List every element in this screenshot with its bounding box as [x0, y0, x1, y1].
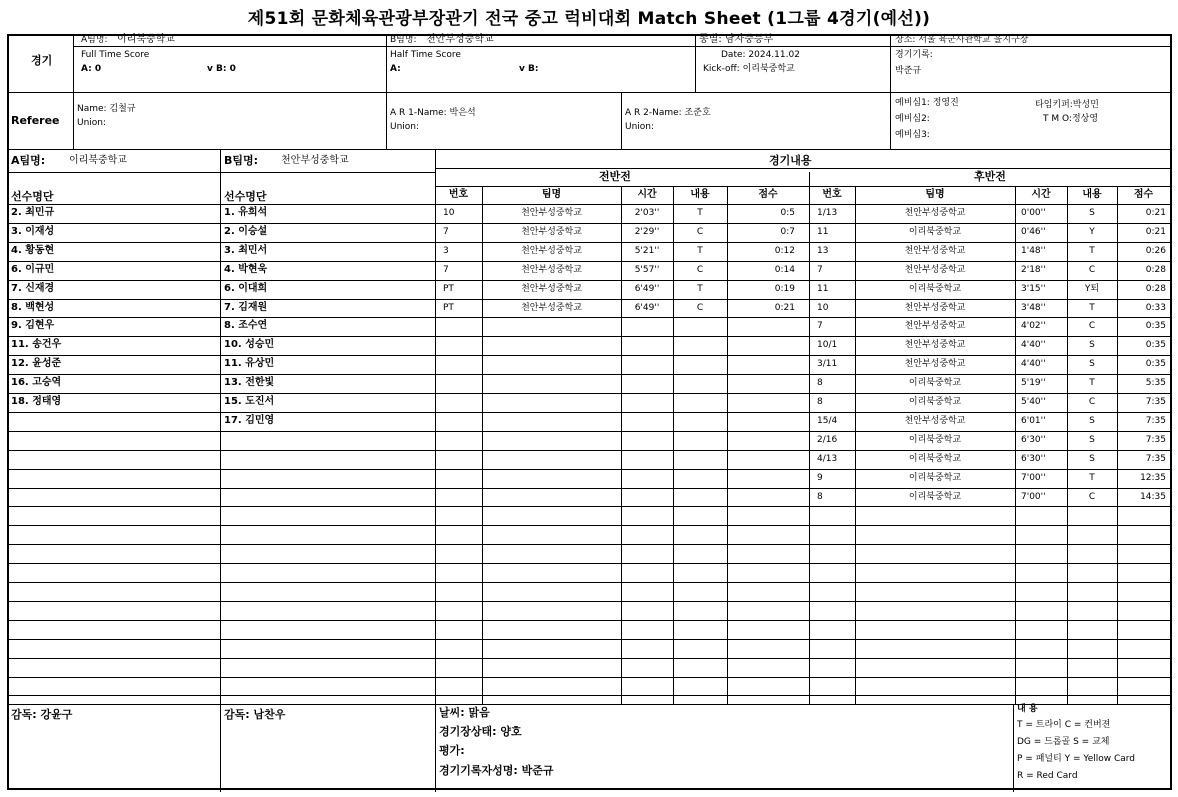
second-half-event-type: Y	[1089, 227, 1095, 237]
second-half-event-time: 4'40''	[1021, 340, 1046, 350]
second-half-event-number: 8	[817, 492, 823, 502]
first-half-event-time: 5'21''	[634, 246, 660, 256]
player-a-item: 2. 최민규	[11, 207, 55, 218]
divider	[386, 92, 387, 149]
player-a-item: 6. 이규민	[11, 264, 55, 275]
second-half-event-time: 0'46''	[1021, 227, 1046, 237]
second-half-event-team: 천안부성중학교	[904, 359, 966, 369]
full-time-b: v B: 0	[207, 64, 236, 74]
team-a-name: 이리북중학교	[69, 155, 127, 166]
divider	[73, 46, 1170, 47]
second-half-event-type: S	[1089, 435, 1095, 445]
first-half-event-time: 2'03''	[634, 208, 660, 218]
match-content-label: 경기내용	[769, 154, 812, 167]
ar1-name: A R 1-Name: 박은석	[390, 108, 476, 118]
divider	[9, 620, 1170, 621]
second-half-col-header: 내용	[1082, 189, 1102, 200]
second-half-event-team: 이리북중학교	[908, 397, 962, 407]
first-half-label: 전반전	[599, 170, 631, 183]
weather: 날씨: 맑음	[439, 706, 490, 719]
half-time-b: v B:	[519, 64, 539, 74]
second-half-event-number: 10/1	[817, 340, 838, 350]
player-a-item: 8. 백현성	[11, 302, 55, 313]
second-half-label: 후반전	[974, 170, 1006, 183]
divider	[9, 563, 1170, 564]
referee-label: Referee	[11, 114, 60, 127]
divider	[386, 36, 387, 92]
second-half-event-team: 천안부성중학교	[904, 340, 966, 350]
divider	[9, 704, 1170, 705]
second-half-event-team: 천안부성중학교	[904, 265, 966, 275]
second-half-event-score: 7:35	[1145, 397, 1166, 407]
first-half-event-time: 2'29''	[634, 227, 660, 237]
match-label: 경기	[31, 54, 53, 67]
second-half-event-team: 이리북중학교	[908, 284, 962, 294]
player-b-item: 4. 박현욱	[224, 264, 268, 275]
player-b-item: 1. 유희석	[224, 207, 268, 218]
first-half-event-type: T	[697, 284, 703, 294]
divider	[9, 525, 1170, 526]
second-half-event-time: 1'48''	[1021, 246, 1046, 256]
player-b-item: 15. 도진서	[224, 396, 275, 407]
first-half-event-team: 천안부성중학교	[521, 208, 582, 218]
player-b-item: 7. 김재원	[224, 302, 268, 313]
first-half-event-number: PT	[443, 303, 454, 313]
second-half-event-team: 이리북중학교	[908, 454, 962, 464]
second-half-event-score: 7:35	[1145, 416, 1166, 426]
second-half-event-time: 0'00''	[1021, 208, 1046, 218]
second-half-event-team: 이리북중학교	[908, 378, 962, 388]
second-half-event-number: 10	[817, 303, 829, 313]
player-b-item: 10. 성승민	[224, 339, 275, 350]
first-half-event-team: 천안부성중학교	[521, 246, 582, 256]
second-half-col-header: 점수	[1133, 189, 1154, 200]
second-half-event-time: 6'30''	[1021, 454, 1046, 464]
first-half-col-header: 번호	[448, 189, 469, 200]
legend-line-4: R = Red Card	[1017, 771, 1078, 781]
divider	[9, 695, 1170, 696]
reserve-referee-2: 예비심2:	[895, 114, 930, 124]
player-b-item: 8. 조수연	[224, 320, 268, 331]
second-half-event-time: 3'15''	[1021, 284, 1046, 294]
legend-line-1: T = 트라이 C = 컨버젼	[1017, 720, 1111, 730]
second-half-event-score: 0:21	[1145, 208, 1166, 218]
second-half-event-type: S	[1089, 359, 1095, 369]
ar1-union: Union:	[390, 122, 420, 132]
second-half-event-team: 이리북중학교	[908, 435, 962, 445]
second-half-event-type: T	[1089, 303, 1095, 313]
first-half-event-score: 0:21	[774, 303, 795, 313]
first-half-col-header: 점수	[758, 189, 778, 200]
second-half-col-header: 번호	[822, 189, 842, 200]
second-half-event-score: 0:28	[1145, 265, 1166, 275]
divider	[695, 36, 696, 92]
divider	[9, 172, 435, 173]
second-half-event-team: 천안부성중학교	[904, 208, 966, 218]
first-half-event-type: C	[696, 265, 704, 275]
first-half-event-number: 7	[443, 265, 449, 275]
first-half-event-type: C	[696, 227, 704, 237]
divider	[621, 92, 622, 149]
first-half-event-score: 0:12	[774, 246, 795, 256]
second-half-event-type: S	[1089, 416, 1095, 426]
second-half-event-team: 천안부성중학교	[904, 303, 966, 313]
first-half-event-score: 0:14	[774, 265, 795, 275]
player-b-item: 3. 최민서	[224, 245, 268, 256]
player-b-item: 2. 이승설	[224, 226, 268, 237]
half-time-label: Half Time Score	[390, 50, 461, 60]
second-half-event-score: 12:35	[1140, 473, 1166, 483]
team-b-name: 천안부성중학교	[426, 34, 494, 45]
divider	[9, 149, 1170, 150]
first-half-event-team: 천안부성중학교	[521, 227, 582, 237]
second-half-event-score: 0:26	[1145, 246, 1166, 256]
roster-b-label: 선수명단	[224, 190, 267, 203]
second-half-event-time: 6'01''	[1021, 416, 1046, 426]
second-half-event-team: 이리북중학교	[908, 227, 962, 237]
first-half-event-time: 6'49''	[634, 284, 660, 294]
first-half-event-type: C	[696, 303, 704, 313]
second-half-event-number: 2/16	[817, 435, 838, 445]
match-sheet	[7, 34, 1172, 790]
second-half-event-number: 13	[817, 246, 829, 256]
second-half-event-time: 7'00''	[1021, 492, 1046, 502]
second-half-event-score: 0:21	[1145, 227, 1166, 237]
ar2-union: Union:	[625, 122, 655, 132]
half-time-a: A:	[390, 64, 401, 74]
second-half-event-score: 7:35	[1145, 435, 1166, 445]
team-a-label: A팀명:	[81, 35, 108, 45]
second-half-event-score: 0:35	[1145, 321, 1166, 331]
player-b-item: 17. 김민영	[224, 415, 275, 426]
second-half-event-number: 11	[817, 227, 829, 237]
player-a-item: 16. 고승역	[11, 377, 62, 388]
divider	[9, 658, 1170, 659]
first-half-event-type: T	[697, 246, 703, 256]
second-half-event-type: S	[1089, 340, 1095, 350]
ar2-name: A R 2-Name: 조준호	[625, 108, 711, 118]
player-b-item: 6. 이대희	[224, 283, 268, 294]
second-half-event-score: 0:33	[1145, 303, 1166, 313]
player-a-item: 9. 김현우	[11, 320, 55, 331]
divider	[9, 544, 1170, 545]
second-half-event-time: 3'48''	[1021, 303, 1046, 313]
venue: 장소: 서울 육군사관학교 을지구장	[895, 35, 1029, 45]
divider	[73, 36, 74, 149]
second-half-event-time: 4'02''	[1021, 321, 1046, 331]
first-half-event-number: PT	[443, 284, 454, 294]
reserve-referee-1: 예비심1: 정영진	[895, 98, 959, 108]
divider	[9, 582, 1170, 583]
second-half-event-type: Y퇴	[1084, 284, 1100, 294]
second-half-event-number: 3/11	[817, 359, 838, 369]
second-half-event-time: 4'40''	[1021, 359, 1046, 369]
legend-line-3: P = 패널티 Y = Yellow Card	[1017, 754, 1136, 764]
timekeeper: 타임키퍼:박성민	[1035, 100, 1099, 110]
divider	[9, 92, 1170, 93]
first-half-event-number: 7	[443, 227, 449, 237]
first-half-event-score: 0:5	[780, 208, 795, 218]
first-half-event-time: 6'49''	[634, 303, 660, 313]
second-half-event-time: 6'30''	[1021, 435, 1046, 445]
divider	[9, 639, 1170, 640]
second-half-event-type: S	[1089, 208, 1095, 218]
divider	[1013, 704, 1014, 792]
player-a-item: 3. 이재성	[11, 226, 55, 237]
second-half-event-number: 7	[817, 321, 823, 331]
second-half-event-team: 이리북중학교	[908, 473, 962, 483]
player-b-item: 11. 유상민	[224, 358, 275, 369]
first-half-event-number: 10	[443, 208, 455, 218]
first-half-event-team: 천안부성중학교	[521, 284, 582, 294]
referee-name: Name: 김철규	[77, 104, 136, 114]
first-half-event-team: 천안부성중학교	[521, 303, 582, 313]
field-condition: 경기장상태: 양호	[439, 725, 522, 738]
player-a-item: 4. 황동현	[11, 245, 55, 256]
kick-off: Kick-off: 이리북중학교	[703, 64, 795, 74]
second-half-event-type: S	[1089, 454, 1095, 464]
category: 종별: 남자중등부	[699, 34, 774, 45]
second-half-event-time: 5'19''	[1021, 378, 1046, 388]
second-half-event-number: 7	[817, 265, 823, 275]
roster-a-label: 선수명단	[11, 190, 54, 203]
player-a-item: 7. 신재경	[11, 283, 55, 294]
second-half-event-time: 2'18''	[1021, 265, 1046, 275]
recorder-name: 박준규	[895, 66, 922, 76]
second-half-event-type: T	[1089, 246, 1095, 256]
referee-union: Union:	[77, 118, 107, 128]
second-half-event-type: T	[1089, 473, 1095, 483]
legend-line-2: DG = 드롭골 S = 교체	[1017, 737, 1110, 747]
first-half-event-time: 5'57''	[634, 265, 660, 275]
second-half-event-team: 천안부성중학교	[904, 321, 966, 331]
second-half-event-score: 0:35	[1145, 359, 1166, 369]
first-half-event-number: 3	[443, 246, 449, 256]
second-half-event-score: 14:35	[1140, 492, 1166, 502]
divider	[9, 677, 1170, 678]
second-half-event-team: 이리북중학교	[908, 492, 962, 502]
first-half-event-score: 0:19	[774, 284, 795, 294]
second-half-col-header: 시간	[1031, 189, 1051, 200]
page-title: 제51회 문화체육관광부장관기 전국 중고 럭비대회 Match Sheet (1그룹 4경기(예선))	[247, 9, 931, 29]
second-half-event-type: T	[1089, 378, 1095, 388]
second-half-event-score: 5:35	[1145, 378, 1166, 388]
divider	[9, 506, 1170, 507]
player-a-item: 18. 정태영	[11, 396, 62, 407]
player-a-item: 12. 윤성준	[11, 358, 62, 369]
first-half-event-type: T	[697, 208, 703, 218]
second-half-event-number: 1/13	[817, 208, 838, 218]
second-half-event-score: 0:28	[1145, 284, 1166, 294]
team-b-label: B팀명:	[390, 35, 417, 45]
coach-b: 감독: 남찬우	[224, 708, 286, 721]
divider	[9, 601, 1170, 602]
full-time-label: Full Time Score	[81, 50, 150, 60]
second-half-event-time: 5'40''	[1021, 397, 1046, 407]
first-half-col-header: 내용	[690, 189, 710, 200]
team-a-label: A팀명:	[11, 154, 46, 167]
team-b-name: 천안부성중학교	[281, 155, 349, 166]
reserve-referee-3: 예비심3:	[895, 130, 930, 140]
second-half-event-number: 9	[817, 473, 823, 483]
first-half-event-score: 0:7	[780, 227, 795, 237]
second-half-event-score: 0:35	[1145, 340, 1166, 350]
second-half-event-team: 천안부성중학교	[904, 246, 966, 256]
second-half-event-number: 4/13	[817, 454, 838, 464]
team-b-label: B팀명:	[224, 154, 259, 167]
team-a-name: 이리북중학교	[117, 34, 175, 45]
tmo: T M O:정상영	[1043, 114, 1099, 124]
second-half-event-number: 11	[817, 284, 829, 294]
second-half-event-time: 7'00''	[1021, 473, 1046, 483]
second-half-event-number: 8	[817, 378, 823, 388]
legend-title: 내 용	[1017, 704, 1038, 714]
second-half-event-type: C	[1088, 321, 1096, 331]
first-half-event-team: 천안부성중학교	[521, 265, 582, 275]
recorder-signature: 경기기록자성명: 박준규	[439, 764, 554, 777]
second-half-event-team: 천안부성중학교	[904, 416, 966, 426]
divider	[890, 36, 891, 149]
full-time-a: A: 0	[81, 64, 102, 74]
second-half-event-type: C	[1088, 397, 1096, 407]
player-a-item: 11. 송건우	[11, 339, 62, 350]
coach-a: 감독: 강윤구	[11, 708, 73, 721]
player-b-item: 13. 전한빛	[224, 377, 275, 388]
match-date: Date: 2024.11.02	[721, 50, 800, 60]
first-half-col-header: 시간	[637, 189, 657, 200]
second-half-event-number: 15/4	[817, 416, 838, 426]
second-half-event-number: 8	[817, 397, 823, 407]
second-half-event-type: C	[1088, 265, 1096, 275]
second-half-event-score: 7:35	[1145, 454, 1166, 464]
second-half-event-type: C	[1088, 492, 1096, 502]
recorder-label: 경기기록:	[895, 50, 933, 60]
evaluation: 평가:	[439, 744, 465, 757]
divider	[435, 168, 1170, 169]
first-half-col-header: 팀명	[541, 189, 562, 200]
second-half-col-header: 팀명	[925, 189, 945, 200]
